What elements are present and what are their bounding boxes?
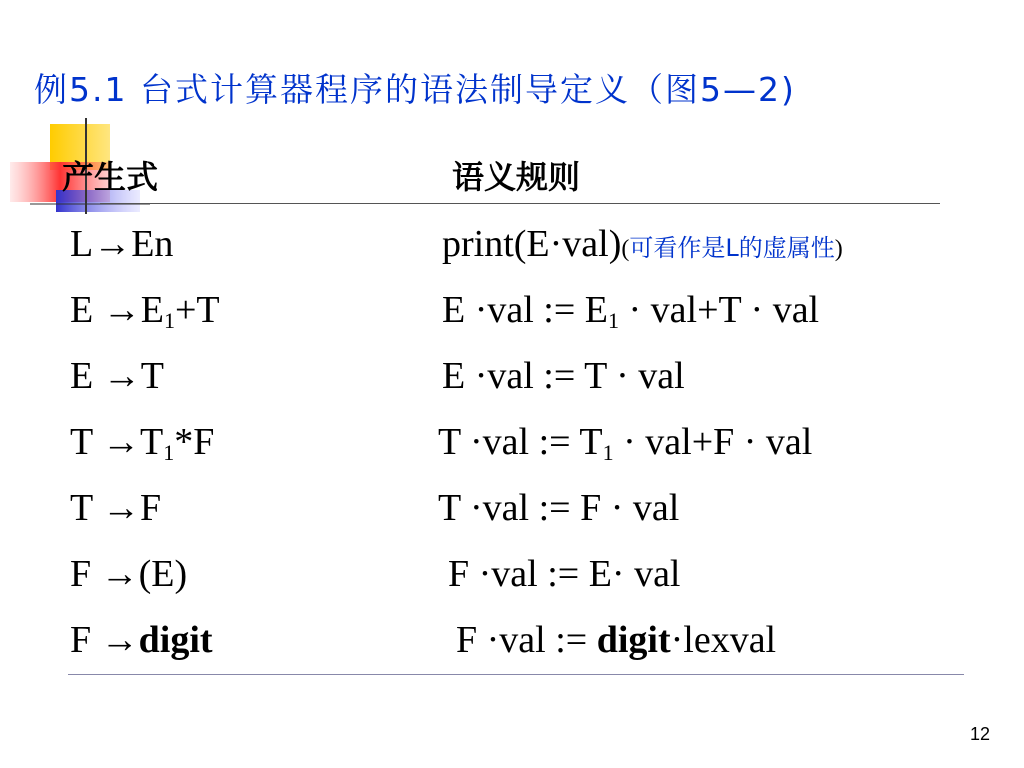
production: E →T (70, 355, 164, 397)
rule-row (0, 222, 1024, 282)
rule-row (0, 288, 1024, 348)
production: $T \to T_1*F$ (70, 421, 215, 465)
rule-row (0, 420, 1024, 480)
semantic-rule: E ·val := $E_1 \cdot val+T$ · val (442, 289, 820, 333)
header-semantic-rules: 语义规则 (452, 158, 581, 196)
production: L→En (70, 223, 174, 265)
semantic-rule: T ·val := F · val (438, 487, 680, 529)
production: $E \to E_1+T$ (70, 289, 220, 333)
header-divider (100, 203, 940, 204)
slide-title: 例5.1 台式计算器程序的语法制导定义（图5—2) (34, 70, 796, 109)
semantic-rule: E ·val := T · val (442, 355, 685, 397)
rule-row (0, 552, 1024, 612)
semantic-rule: T ·val := $T_1 \cdot val+F$ · val (438, 421, 813, 465)
semantic-rule: print(E·val)(可看作是L的虚属性) (442, 223, 843, 265)
production: T →F (70, 487, 162, 529)
production: F →(E) (70, 553, 188, 595)
footer-divider (68, 674, 964, 675)
semantic-rule: F ·val := digit·lexval (456, 619, 777, 661)
page-number: 12 (969, 724, 990, 744)
rule-row (0, 486, 1024, 546)
production: F →digit (70, 619, 213, 661)
semantic-rule: F ·val := E· val (448, 553, 681, 595)
header-production: 产生式 (62, 158, 159, 196)
rule-row (0, 618, 1024, 678)
annotation-note: 可看作是L的虚属性 (629, 234, 835, 262)
rule-row (0, 354, 1024, 414)
